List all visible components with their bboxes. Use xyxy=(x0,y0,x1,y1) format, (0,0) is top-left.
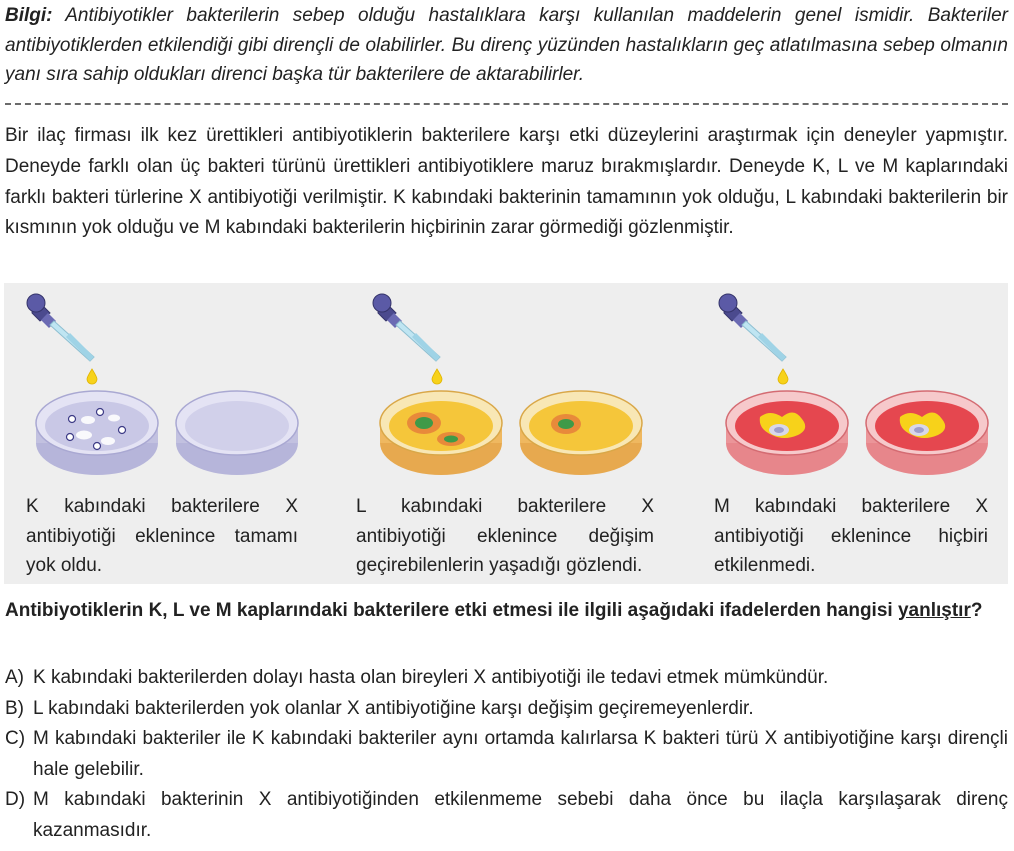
scenario-paragraph: Bir ilaç firması ilk kez ürettikleri antibiyotiklerin bakterilere karşı etki düzeylerini araştırmak için deneyler yapmıştır. Deneyde farklı olan üç bakteri türünü ürettikleri antibiyotiklere maruz bırakmışlardır. Deneyde K, L ve M kaplarındaki farklı bakteri türlerine X antibiyotiği verilmiştir. K kabındaki bakterinin tamamının yok olduğu, L kabındaki bakterilerin bir kısmının yok olduğu ve M kabındaki bakterilerin hiçbirinin zarar görmediği gözlenmiştir. xyxy=(5,125,1008,239)
divider xyxy=(5,103,1008,105)
info-label: Bilgi: xyxy=(5,5,53,26)
caption-m: M kabındaki bakterilere X antibiyotiği eklenince hiçbiri etkilenmedi. xyxy=(714,496,988,576)
question-end: ? xyxy=(970,600,983,621)
option-d[interactable] xyxy=(5,785,1008,846)
answer-options xyxy=(5,663,1008,846)
k-group xyxy=(27,294,298,475)
drop-icon xyxy=(87,369,97,384)
dropper-icon xyxy=(373,294,440,361)
option-c[interactable] xyxy=(5,724,1008,785)
option-text: K kabındaki bakterilerden dolayı hasta olan bireyleri X antibiyotiği ile tedavi etmek mümkündür. xyxy=(33,667,829,688)
caption-l: L kabındaki bakterilere X antibiyotiği eklenince değişim geçirebilenlerin yaşadığı gözlendi. xyxy=(356,496,654,576)
petri-dish-icon xyxy=(380,391,502,475)
option-letter: B) xyxy=(5,697,24,719)
drop-icon xyxy=(778,369,788,384)
option-text: M kabındaki bakteriler ile K kabındaki bakteriler aynı ortamda kalırlarsa K bakteri türü X antibiyotiğine karşı dirençli hale gelebilir. xyxy=(33,728,1008,780)
caption-k: K kabındaki bakterilere X antibiyotiği eklenince tamamı yok oldu. xyxy=(26,496,298,576)
petri-dish-icon xyxy=(726,391,848,475)
info-box xyxy=(5,1,1008,90)
petri-dish-icon xyxy=(520,391,642,475)
question-text: Antibiyotiklerin K, L ve M kaplarındaki bakterilere etki etmesi ile ilgili aşağıdaki ifadelerden hangisi xyxy=(5,600,893,621)
m-group xyxy=(719,294,988,475)
option-letter: D) xyxy=(5,789,26,810)
dropper-icon xyxy=(27,294,94,361)
l-group xyxy=(373,294,642,475)
drop-icon xyxy=(432,369,442,384)
option-text: L kabındaki bakterilerden yok olanlar X antibiyotiğine karşı değişim geçiremeyenlerdir. xyxy=(33,697,754,719)
question-stem xyxy=(5,596,1008,626)
petri-dish-icon xyxy=(36,391,158,475)
option-b[interactable] xyxy=(5,694,1008,725)
info-text: Antibiyotikler bakterilerin sebep olduğu hastalıklara karşı kullanılan maddelerin genel ismidir. Bakteriler antibiyotiklerden etkilendiği gibi dirençli de olabilirler. Bu direnç yüzünden hastalıkların geç atlatılmasına sebep olmanın yanı sıra sahip oldukları direnci başka tür bakterilere de aktarabilirler. xyxy=(5,5,1008,85)
question-emphasis: yanlıştır xyxy=(897,600,971,621)
experiment-illustration xyxy=(4,283,1008,493)
petri-dish-icon xyxy=(176,391,298,475)
petri-dish-icon xyxy=(866,391,988,475)
experiment-panel xyxy=(4,283,1008,584)
option-letter: C) xyxy=(5,728,26,749)
option-letter: A) xyxy=(5,667,24,688)
dropper-icon xyxy=(719,294,786,361)
option-text: M kabındaki bakterinin X antibiyotiğinden etkilenmeme sebebi daha önce bu ilaçla karşılaşarak direnç kazanmasıdır. xyxy=(33,789,1008,841)
option-a[interactable] xyxy=(5,663,1008,694)
